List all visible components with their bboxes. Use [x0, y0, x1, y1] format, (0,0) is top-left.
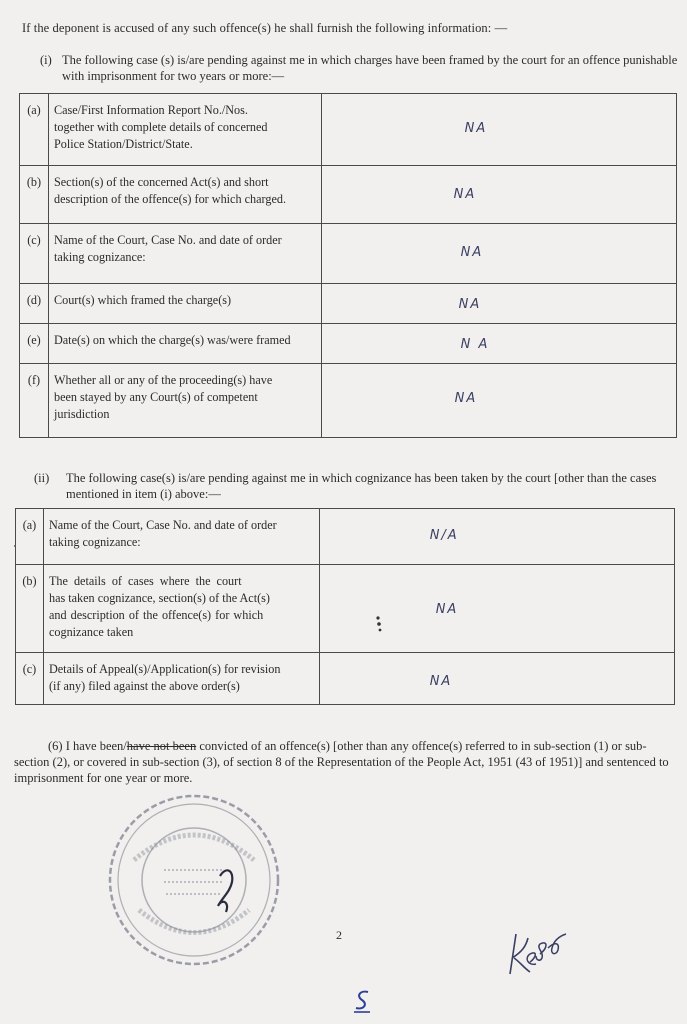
page-number: 2	[336, 928, 342, 942]
handwritten-value: N/A	[429, 528, 459, 543]
row-value	[321, 364, 676, 438]
row-label: (b)	[16, 565, 44, 653]
desc-line: (if any) filed against the above order(s)	[48, 679, 240, 693]
desc-line: been stayed by any Court(s) of competent	[53, 390, 258, 404]
row-value	[321, 224, 676, 284]
handwritten-value: NA	[435, 602, 459, 617]
handwritten-signature	[502, 912, 582, 982]
intro-text: If the deponent is accused of any such offence(s) he shall furnish the following information: —	[22, 21, 508, 35]
handwritten-value: NA	[460, 245, 484, 260]
table-row	[16, 565, 675, 653]
desc-line: The details of cases where the court	[48, 574, 242, 588]
desc-line: and description of the offence(s) for which	[48, 608, 264, 622]
handwritten-value: NA	[464, 121, 488, 136]
blue-ink-mark	[350, 988, 374, 1014]
paragraph-6-text	[14, 738, 678, 786]
row-description	[48, 224, 321, 284]
struck-text: have not been	[126, 739, 197, 753]
desc-line: jurisdiction	[53, 407, 110, 421]
desc-line: Whether all or any of the proceeding(s) have	[53, 373, 273, 387]
row-label: (e)	[20, 324, 49, 364]
scan-speck	[14, 545, 16, 547]
handwritten-value: NA	[454, 391, 478, 406]
table-row	[20, 224, 677, 284]
row-value	[321, 324, 676, 364]
row-label: (d)	[20, 284, 49, 324]
desc-line: Details of Appeal(s)/Application(s) for revision	[48, 662, 281, 676]
desc-line: Name of the Court, Case No. and date of order	[53, 233, 282, 247]
table-row	[20, 324, 677, 364]
table-row	[20, 166, 677, 224]
part-i-text: The following case (s) is/are pending against me in which charges have been framed by the court for an offence punishable with imprisonment for two years or more:—	[62, 53, 678, 83]
desc-line: Court(s) which framed the charge(s)	[53, 293, 232, 307]
part-ii-number: (ii)	[34, 471, 50, 485]
row-label: (a)	[20, 94, 49, 166]
table-row	[20, 284, 677, 324]
paragraph-6	[14, 738, 678, 786]
handwritten-value: N A	[460, 337, 490, 352]
ink-dots-mark	[374, 614, 384, 634]
desc-line: has taken cognizance, section(s) of the Act(s)	[48, 591, 270, 605]
desc-line: description of the offence(s) for which charged.	[53, 192, 287, 206]
row-label: (c)	[20, 224, 49, 284]
row-description	[48, 284, 321, 324]
desc-line: together with complete details of concerned	[53, 120, 268, 134]
table-row	[20, 94, 677, 166]
table-row	[16, 653, 675, 705]
desc-line: Case/First Information Report No./Nos.	[53, 103, 248, 117]
para6-after: convicted of an offence(s) [other than any offence(s) referred to in sub-section (1) or sub-section (2), or covered in sub-section (3), of section 8 of the Representation of the People Act, 1951 (43 of 1951)] and sentenced to imprisonment for one year or more.	[14, 739, 669, 785]
desc-line: cognizance taken	[48, 625, 134, 639]
row-value	[319, 653, 674, 705]
row-value	[319, 565, 674, 653]
row-description	[43, 653, 319, 705]
row-description	[48, 324, 321, 364]
row-value	[321, 166, 676, 224]
handwritten-value: NA	[429, 674, 453, 689]
desc-line: taking cognizance:	[53, 250, 146, 264]
table-row	[16, 509, 675, 565]
row-description	[48, 364, 321, 438]
desc-line: Police Station/District/State.	[53, 137, 193, 151]
part-ii-text: The following case(s) is/are pending against me in which cognizance has been taken by the court [other than the cases mentioned in item (i) above:—	[66, 471, 657, 501]
part-i-number: (i)	[40, 53, 52, 67]
row-value	[321, 284, 676, 324]
row-description	[43, 509, 319, 565]
desc-line: Date(s) on which the charge(s) was/were framed	[53, 333, 291, 347]
desc-line: taking cognizance:	[48, 535, 141, 549]
row-label: (a)	[16, 509, 44, 565]
row-label: (b)	[20, 166, 49, 224]
table-row	[20, 364, 677, 438]
row-description	[43, 565, 319, 653]
row-description	[48, 94, 321, 166]
handwritten-value: NA	[458, 297, 482, 312]
desc-line: Section(s) of the concerned Act(s) and short	[53, 175, 269, 189]
row-label: (c)	[16, 653, 44, 705]
para6-before: (6) I have been/	[48, 739, 127, 753]
row-value	[321, 94, 676, 166]
row-description	[48, 166, 321, 224]
row-label: (f)	[20, 364, 49, 438]
desc-line: Name of the Court, Case No. and date of order	[48, 518, 277, 532]
official-seal-stamp	[104, 790, 284, 970]
part-ii-table	[15, 508, 675, 705]
part-i-table	[19, 93, 677, 438]
row-value	[319, 509, 674, 565]
handwritten-value: NA	[453, 187, 477, 202]
